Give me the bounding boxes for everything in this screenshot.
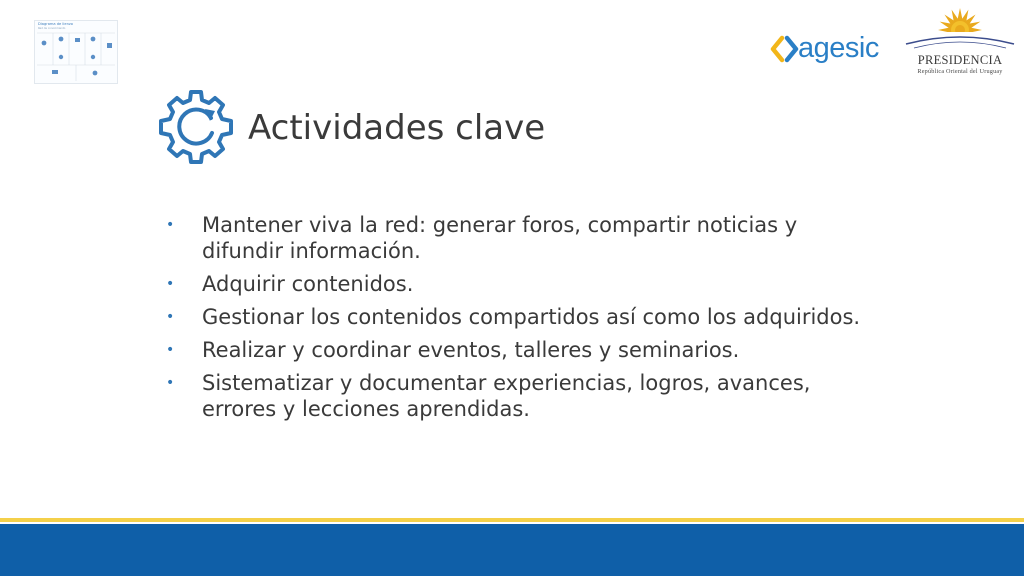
bullet-list — [160, 212, 880, 429]
footer-blue-band — [0, 524, 1024, 576]
bullet-text: Gestionar los contenidos compartidos así como los adquiridos. — [202, 305, 861, 329]
bullet-item — [160, 304, 880, 330]
bullet-marker: • — [166, 375, 175, 391]
thumbnail-title: Diagrama de lienzo — [38, 22, 73, 26]
thumbnail-subtitle: Red de conocimiento — [38, 27, 66, 30]
bullet-marker: • — [166, 217, 175, 233]
bullet-marker: • — [166, 309, 175, 325]
agesic-logo — [770, 30, 894, 70]
bullet-text: Mantener viva la red: generar foros, compartir noticias y difundir información. — [202, 213, 798, 263]
gear-refresh-icon — [156, 87, 236, 167]
presidencia-logo — [904, 8, 1016, 78]
bullet-item — [160, 370, 880, 422]
bullet-item — [160, 337, 880, 363]
bullet-item — [160, 212, 880, 264]
slide-title: Actividades clave — [248, 108, 546, 148]
agesic-chevrons-icon — [770, 34, 800, 64]
canvas-thumbnail-image — [34, 20, 118, 84]
bullet-text: Realizar y coordinar eventos, talleres y seminarios. — [202, 338, 740, 362]
bullet-text: Adquirir contenidos. — [202, 272, 414, 296]
presidencia-title: PRESIDENCIA — [917, 53, 1003, 67]
sun-of-may-icon — [904, 8, 1016, 54]
bullet-item — [160, 271, 880, 297]
bullet-marker: • — [166, 342, 175, 358]
bullet-text: Sistematizar y documentar experiencias, logros, avances, errores y lecciones aprendidas. — [202, 371, 811, 421]
presidencia-subtitle: República Oriental del Uruguay — [917, 68, 1003, 75]
bullet-marker: • — [166, 276, 175, 292]
thumbnail-grid-graphic — [35, 21, 117, 83]
agesic-logo-text: agesic — [798, 32, 879, 64]
